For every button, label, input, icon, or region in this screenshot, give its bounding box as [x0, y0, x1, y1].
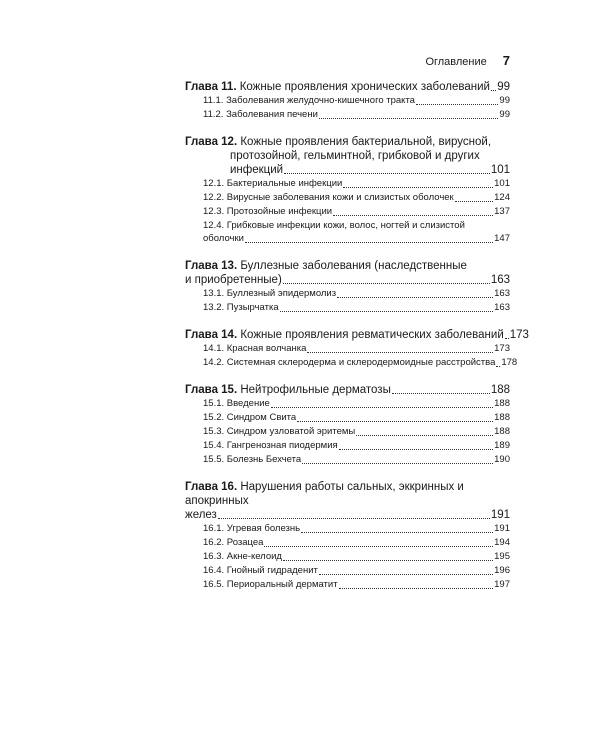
chapter-13 [185, 259, 510, 315]
toc-section[interactable] [185, 301, 510, 315]
chapter-heading-line[interactable] [185, 135, 510, 149]
section-page: 124 [494, 192, 510, 203]
chapter-title-end: желез [185, 509, 217, 521]
chapter-title: Кожные проявления бактериальной, вирусной, [240, 136, 492, 148]
toc-section[interactable] [185, 191, 510, 205]
section-title: 11.2. Заболевания печени [203, 109, 318, 120]
leader-dots [356, 435, 493, 436]
chapter-label: Глава 15. [185, 384, 238, 396]
leader-dots [339, 588, 494, 589]
leader-dots [218, 518, 490, 519]
chapter-title: Нейтрофильные дерматозы [240, 384, 391, 396]
chapter-15 [185, 383, 510, 467]
section-title: 15.1. Введение [203, 398, 270, 409]
section-page: 147 [494, 233, 510, 244]
section-title: 12.3. Протозойные инфекции [203, 206, 333, 217]
section-page: 99 [499, 109, 510, 120]
chapter-title: Буллезные заболевания (наследственные [240, 260, 467, 272]
section-page: 163 [494, 302, 510, 313]
section-title: 16.5. Периоральный дерматит [203, 579, 338, 590]
leader-dots [307, 352, 493, 353]
section-title: 15.3. Синдром узловатой эритемы [203, 426, 356, 437]
section-title: 12.1. Бактериальные инфекции [203, 178, 343, 189]
section-title: 16.2. Розацеа [203, 537, 264, 548]
section-title: 16.3. Акне-келоид [203, 551, 282, 562]
chapter-page: 101 [490, 164, 510, 176]
leader-dots [416, 104, 498, 105]
leader-dots [319, 118, 499, 119]
toc-section[interactable] [185, 425, 510, 439]
toc-section[interactable] [185, 453, 510, 467]
chapter-heading[interactable] [185, 383, 510, 397]
leader-dots [301, 532, 493, 533]
section-page: 178 [501, 357, 518, 368]
header-page-number: 7 [502, 53, 510, 68]
chapter-heading-line[interactable] [185, 480, 510, 508]
section-title: 15.4. Гангренозная пиодермия [203, 440, 338, 451]
section-title: 12.2. Вирусные заболевания кожи и слизистых оболочек [203, 192, 454, 203]
section-title-line[interactable]: 12.4. Грибковые инфекции кожи, волос, ногтей и слизистой [203, 220, 465, 231]
chapter-11 [185, 80, 510, 122]
section-page: 173 [494, 343, 510, 354]
chapter-16 [185, 480, 510, 592]
leader-dots [392, 393, 490, 394]
leader-dots [271, 407, 493, 408]
toc-section[interactable] [185, 439, 510, 453]
chapter-heading-last[interactable] [185, 508, 510, 522]
section-page: 190 [494, 454, 510, 465]
section-page: 188 [494, 398, 510, 409]
chapter-label: Глава 14. [185, 329, 238, 341]
leader-dots [339, 449, 493, 450]
leader-dots [343, 187, 493, 188]
running-header [185, 53, 510, 68]
toc-section[interactable] [185, 232, 510, 246]
leader-dots [333, 215, 493, 216]
leader-dots [491, 90, 496, 91]
table-of-contents [185, 80, 529, 605]
leader-dots [283, 560, 493, 561]
leader-dots [302, 463, 493, 464]
chapter-heading-last[interactable] [185, 273, 510, 287]
chapter-12 [185, 135, 510, 246]
leader-dots [337, 297, 493, 298]
toc-section[interactable] [185, 356, 518, 370]
leader-dots [283, 283, 490, 284]
section-title: 13.2. Пузырчатка [203, 302, 279, 313]
section-page: 188 [494, 426, 510, 437]
section-title: 15.5. Болезнь Бехчета [203, 454, 302, 465]
section-page: 194 [494, 537, 510, 548]
chapter-page: 191 [490, 509, 510, 521]
section-title: 14.2. Системная склеродерма и склеродермоидные расстройства [203, 357, 496, 368]
chapter-label: Глава 16. [185, 481, 238, 493]
chapter-14 [185, 328, 529, 370]
chapter-heading-last[interactable] [185, 163, 510, 177]
chapter-page: 163 [490, 274, 510, 286]
toc-section[interactable] [185, 550, 510, 564]
leader-dots [284, 173, 490, 174]
section-page: 191 [494, 523, 510, 534]
section-page: 137 [494, 206, 510, 217]
chapter-title: Кожные проявления хронических заболеваний [239, 81, 490, 93]
section-title: 14.1. Красная волчанка [203, 343, 307, 354]
section-page: 195 [494, 551, 510, 562]
chapter-heading-line[interactable] [185, 259, 510, 273]
toc-section[interactable] [185, 397, 510, 411]
toc-section[interactable] [185, 94, 510, 108]
toc-section[interactable] [185, 536, 510, 550]
section-page: 196 [494, 565, 510, 576]
leader-dots [455, 201, 493, 202]
chapter-heading[interactable] [185, 328, 529, 342]
toc-section[interactable] [185, 578, 510, 592]
chapter-label: Глава 12. [185, 136, 238, 148]
leader-dots [264, 546, 493, 547]
section-title: 13.1. Буллезный эпидермолиз [203, 288, 337, 299]
section-title-end: оболочки [203, 233, 244, 244]
section-page: 99 [499, 95, 510, 106]
leader-dots [280, 311, 494, 312]
section-title: 15.2. Синдром Свита [203, 412, 297, 423]
leader-dots [496, 366, 500, 367]
section-title: 16.4. Гнойный гидраденит [203, 565, 318, 576]
chapter-title-end: и приобретенные) [185, 274, 282, 286]
chapter-page: 173 [509, 329, 529, 341]
chapter-title-continuation: протозойной, гельминтной, грибковой и других [230, 150, 480, 162]
toc-section[interactable] [185, 342, 510, 356]
toc-section[interactable] [185, 522, 510, 536]
chapter-label: Глава 13. [185, 260, 238, 272]
section-page: 163 [494, 288, 510, 299]
chapter-label: Глава 11. [185, 81, 237, 93]
chapter-heading[interactable] [185, 80, 510, 94]
chapter-page: 188 [490, 384, 510, 396]
leader-dots [505, 338, 509, 339]
chapter-title: Нарушения работы сальных, эккринных и апокринных [185, 481, 464, 507]
chapter-title-end: инфекций [230, 164, 284, 176]
toc-section[interactable] [185, 205, 510, 219]
leader-dots [245, 242, 493, 243]
section-page: 188 [494, 412, 510, 423]
section-title: 11.1. Заболевания желудочно-кишечного тракта [203, 95, 415, 106]
chapter-title: Кожные проявления ревматических заболеваний [240, 329, 504, 341]
toc-section[interactable] [185, 411, 510, 425]
section-page: 189 [494, 440, 510, 451]
section-title: 16.1. Угревая болезнь [203, 523, 301, 534]
section-page: 101 [494, 178, 510, 189]
section-page: 197 [494, 579, 510, 590]
header-title: Оглавление [425, 56, 487, 68]
chapter-page: 99 [497, 81, 510, 93]
toc-section[interactable] [185, 177, 510, 191]
leader-dots [297, 421, 493, 422]
toc-section[interactable] [185, 108, 510, 122]
toc-section[interactable] [185, 287, 510, 301]
toc-section[interactable] [185, 564, 510, 578]
leader-dots [319, 574, 493, 575]
